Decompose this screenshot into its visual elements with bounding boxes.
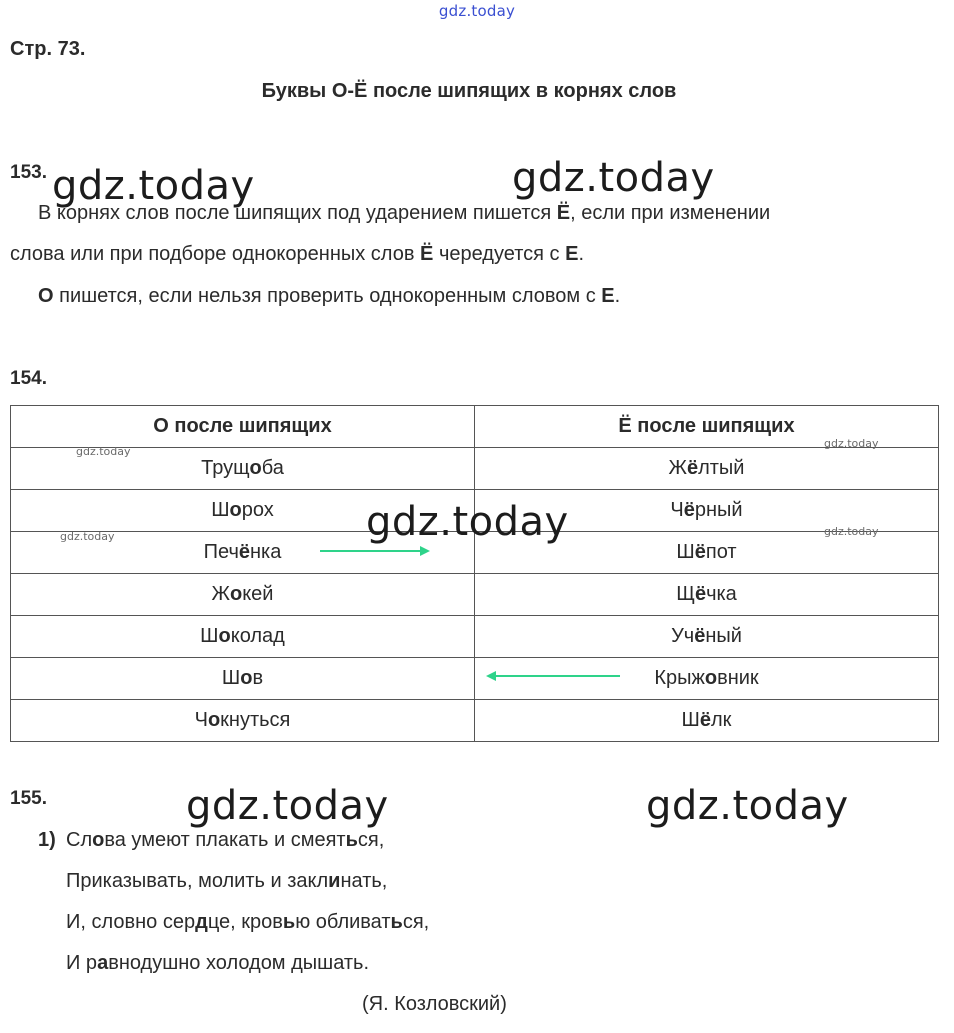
watermark-top: gdz.today bbox=[438, 2, 516, 20]
exercise-155-number: 155. bbox=[10, 788, 47, 809]
poem-marker: 1) bbox=[38, 829, 56, 851]
word-cell: Печёнка bbox=[11, 532, 475, 574]
watermark-small: gdz.today bbox=[824, 525, 879, 538]
exercise-153-line-2: слова или при подборе однокоренных слов Ё чередуется с Е. bbox=[10, 243, 584, 265]
watermark-large: gdz.today bbox=[186, 783, 389, 829]
word-cell: Трущоба bbox=[11, 448, 475, 490]
word-cell: Чёрный bbox=[475, 490, 939, 532]
watermark-large: gdz.today bbox=[646, 783, 849, 829]
exercise-153-number: 153. bbox=[10, 162, 47, 183]
poem-line-4: И равнодушно холодом дышать. bbox=[66, 952, 370, 974]
watermark-large: gdz.today bbox=[52, 163, 255, 209]
word-cell: Шёлк bbox=[475, 700, 939, 742]
table-row bbox=[11, 658, 939, 700]
table-row bbox=[11, 616, 939, 658]
word-cell: Шорох bbox=[11, 490, 475, 532]
arrow-right-icon bbox=[318, 543, 434, 559]
word-cell: Шоколад bbox=[11, 616, 475, 658]
exercise-154-number: 154. bbox=[10, 368, 47, 389]
watermark-small: gdz.today bbox=[76, 445, 131, 458]
page-label: Стр. 73. bbox=[10, 38, 86, 60]
word-cell: Шёпот bbox=[475, 532, 939, 574]
word-cell: Жокей bbox=[11, 574, 475, 616]
poem-author: (Я. Козловский) bbox=[362, 993, 507, 1015]
watermark-small: gdz.today bbox=[824, 437, 879, 450]
table-row bbox=[11, 448, 939, 490]
column-header-o: О после шипящих bbox=[11, 406, 475, 448]
exercise-153-line-3: О пишется, если нельзя проверить однокоренным словом с Е. bbox=[38, 285, 621, 307]
table-header-row bbox=[11, 406, 939, 448]
word-cell: Чокнуться bbox=[11, 700, 475, 742]
word-cell: Щёчка bbox=[475, 574, 939, 616]
word-cell: Крыжовник bbox=[475, 658, 939, 700]
exercise-153-line-1: В корнях слов после шипящих под ударением пишется Ё, если при изменении bbox=[38, 202, 771, 224]
o-yo-table bbox=[10, 405, 939, 742]
word-cell: Шов bbox=[11, 658, 475, 700]
watermark-large: gdz.today bbox=[512, 155, 715, 201]
poem-line-1: Слова умеют плакать и смеяться, bbox=[66, 829, 385, 851]
word-cell: Жёлтый bbox=[475, 448, 939, 490]
table-row bbox=[11, 574, 939, 616]
watermark-large: gdz.today bbox=[366, 499, 569, 545]
watermark-small: gdz.today bbox=[60, 530, 115, 543]
poem-line-2: Приказывать, молить и заклинать, bbox=[66, 870, 388, 892]
column-header-yo: Ё после шипящих bbox=[475, 406, 939, 448]
section-heading: Буквы О-Ё после шипящих в корнях слов bbox=[261, 80, 677, 102]
table-row bbox=[11, 700, 939, 742]
arrow-left-icon bbox=[484, 668, 624, 684]
poem-line-3: И, словно сердце, кровью обливаться, bbox=[66, 911, 430, 933]
word-cell: Учёный bbox=[475, 616, 939, 658]
